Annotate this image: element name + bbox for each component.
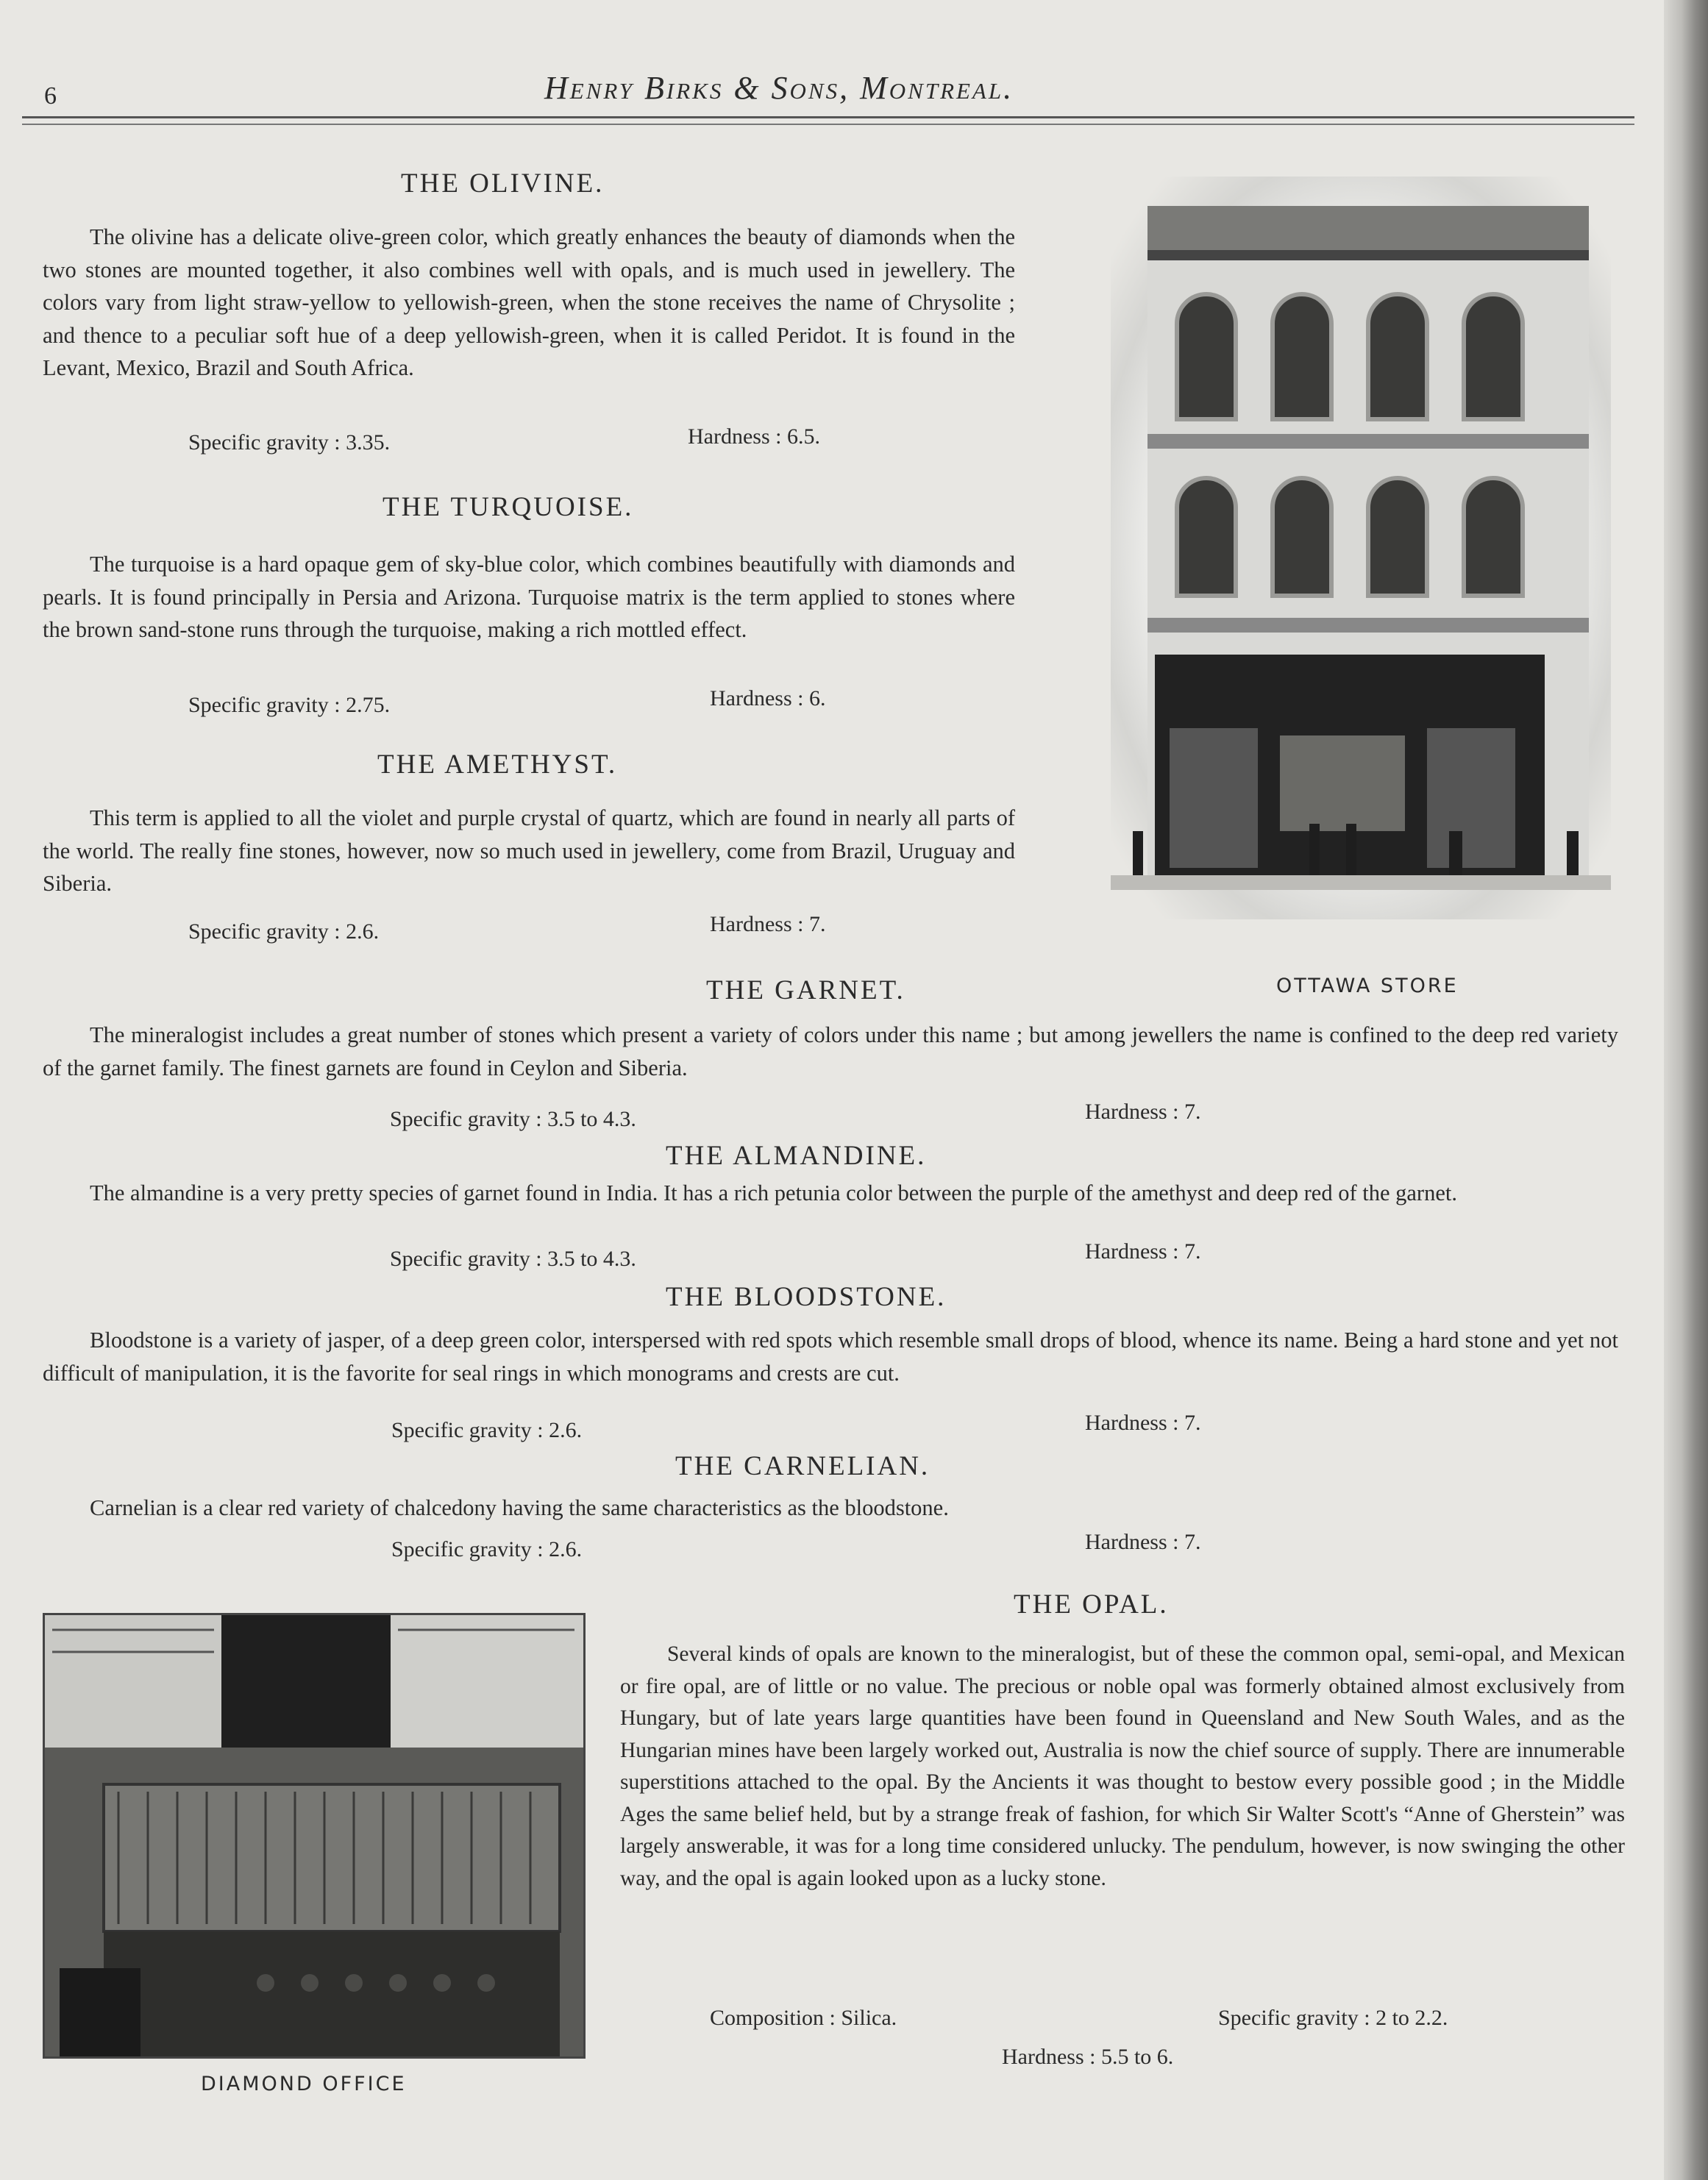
running-header: Henry Birks & Sons, Montreal. (544, 70, 1014, 106)
hardness-almandine: Hardness : 7. (1085, 1239, 1201, 1264)
hardness-bloodstone: Hardness : 7. (1085, 1411, 1201, 1435)
paragraph-olivine (43, 221, 1015, 385)
heading-turquoise: THE TURQUOISE. (382, 492, 634, 522)
composition-opal: Composition : Silica. (710, 2006, 897, 2030)
page-edge-shadow (1664, 0, 1708, 2180)
caption-diamond-office: DIAMOND OFFICE (201, 2073, 407, 2095)
paragraph-garnet (43, 1019, 1618, 1084)
diamond-office-interior-illustration (45, 1615, 583, 2056)
text-bloodstone: Bloodstone is a variety of jasper, of a deep green color, interspersed with red spots which resemble small drops of blood, whence its name. Being a hard stone and yet not difficult of manipulation, it is the favorite for seal rings in which monograms and crests are cut. (43, 1328, 1618, 1386)
text-carnelian: Carnelian is a clear red variety of chalcedony having the same characteristics as the bloodstone. (90, 1495, 949, 1520)
header-rule-secondary (22, 124, 1634, 125)
text-olivine: The olivine has a delicate olive-green color, which greatly enhances the beauty of diamonds when the two stones are mounted together, it also combines well with opals, and is much used in jewellery. The colors vary from light straw-yellow to yellowish-green, when the stone receives the name of Chrysolite ; and thence to a peculiar soft hue of a deep yellowish-green, when it is called Peridot. It is found in the Levant, Mexico, Brazil and South Africa. (43, 224, 1015, 380)
gravity-almandine: Specific gravity : 3.5 to 4.3. (390, 1247, 636, 1271)
hardness-amethyst: Hardness : 7. (710, 912, 826, 936)
hardness-turquoise: Hardness : 6. (710, 686, 826, 710)
text-amethyst: This term is applied to all the violet and purple crystal of quartz, which are found in nearly all parts of the world. The really fine stones, however, now so much used in jewellery, come from Brazil, Uruguay and Siberia. (43, 805, 1015, 896)
ottawa-store-building-illustration (1111, 177, 1611, 919)
hardness-olivine: Hardness : 6.5. (688, 424, 820, 449)
paragraph-turquoise (43, 548, 1015, 646)
paragraph-amethyst (43, 802, 1015, 900)
ottawa-store-photo (1111, 177, 1611, 919)
paragraph-carnelian (43, 1492, 1618, 1525)
text-almandine: The almandine is a very pretty species of garnet found in India. It has a rich petunia color between the purple of the amethyst and deep red of the garnet. (90, 1180, 1457, 1205)
text-opal: Several kinds of opals are known to the mineralogist, but of these the common opal, semi-opal, and Mexican or fire opal, are of little or no value. The precious or noble opal was formerly obtained almost exclusively from Hungary, but of late years large quantities have been found in Queensland and New South Wales, and as the Hungarian mines have been largely worked out, Australia is now the chief source of supply. There are innumerable superstitions attached to the opal. By the Ancients it was thought to bestow every possible good ; in the Middle Ages the same belief held, but by a strange freak of fashion, for which Sir Walter Scott's “Anne of Gherstein” was largely answerable, it was for a long time considered unlucky. The pendulum, however, is now swinging the other way, and the opal is again looked upon as a lucky stone. (620, 1642, 1625, 1890)
text-turquoise: The turquoise is a hard opaque gem of sky-blue color, which combines beautifully with diamonds and pearls. It is found principally in Persia and Arizona. Turquoise matrix is the term applied to stones where the brown sand-stone runs through the turquoise, making a rich mottled effect. (43, 552, 1015, 642)
gravity-amethyst: Specific gravity : 2.6. (188, 919, 380, 944)
heading-almandine: THE ALMANDINE. (666, 1141, 927, 1171)
diamond-office-photo (43, 1613, 586, 2059)
hardness-carnelian: Hardness : 7. (1085, 1530, 1201, 1554)
header-rule (22, 116, 1634, 118)
gravity-carnelian: Specific gravity : 2.6. (391, 1537, 583, 1561)
gravity-bloodstone: Specific gravity : 2.6. (391, 1418, 583, 1442)
heading-bloodstone: THE BLOODSTONE. (666, 1282, 947, 1312)
paragraph-almandine (43, 1177, 1618, 1210)
heading-carnelian: THE CARNELIAN. (675, 1451, 930, 1481)
gravity-olivine: Specific gravity : 3.35. (188, 430, 391, 455)
gravity-turquoise: Specific gravity : 2.75. (188, 693, 391, 717)
heading-garnet: THE GARNET. (706, 975, 905, 1005)
paragraph-bloodstone (43, 1324, 1618, 1389)
text-garnet: The mineralogist includes a great number of stones which present a variety of colors under this name ; but among jewellers the name is confined to the deep red variety of the garnet family. The finest garnets are found in Ceylon and Siberia. (43, 1022, 1618, 1080)
page-number: 6 (44, 82, 57, 110)
caption-ottawa-store: OTTAWA STORE (1276, 975, 1459, 997)
heading-opal: THE OPAL. (1014, 1589, 1169, 1620)
heading-amethyst: THE AMETHYST. (377, 749, 618, 780)
hardness-opal: Hardness : 5.5 to 6. (1002, 2045, 1174, 2069)
heading-olivine: THE OLIVINE. (401, 168, 605, 199)
gravity-garnet: Specific gravity : 3.5 to 4.3. (390, 1107, 636, 1131)
hardness-garnet: Hardness : 7. (1085, 1100, 1201, 1124)
paragraph-opal (620, 1639, 1625, 1895)
gravity-opal: Specific gravity : 2 to 2.2. (1218, 2006, 1448, 2030)
